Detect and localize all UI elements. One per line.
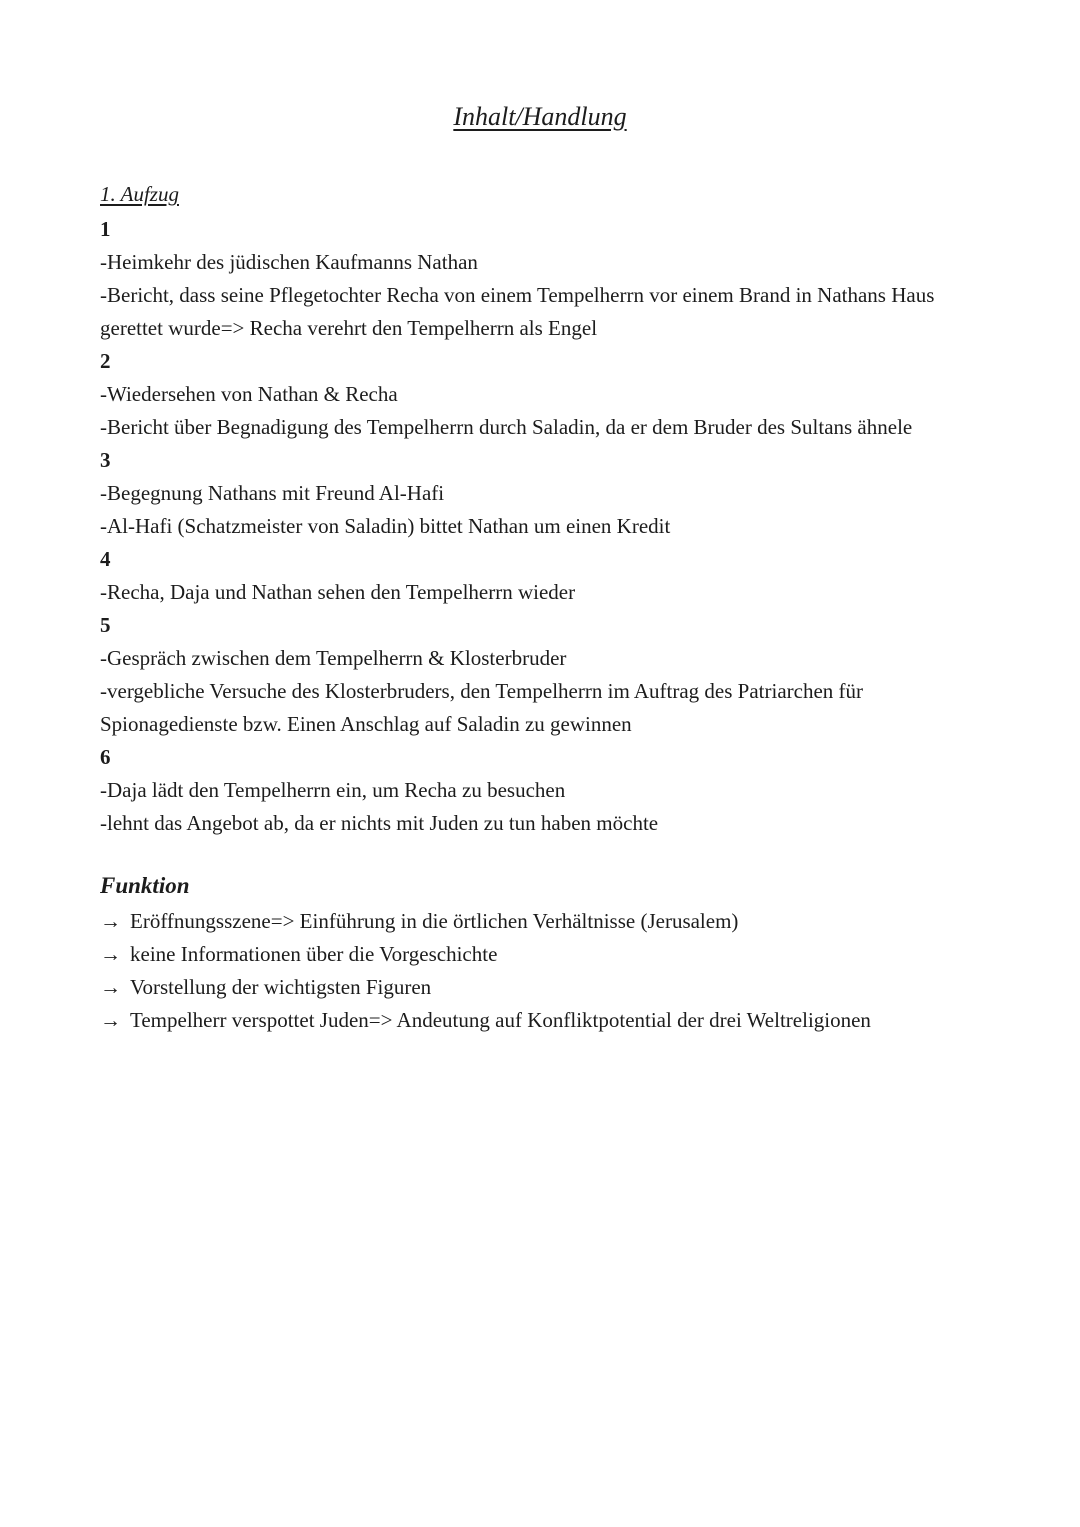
arrow-icon: → xyxy=(100,975,121,999)
scene-number: 3 xyxy=(100,448,111,472)
scene-3 xyxy=(100,444,980,543)
scene-line: -Recha, Daja und Nathan sehen den Tempelherrn wieder xyxy=(100,580,576,604)
scene-2 xyxy=(100,345,980,444)
funktion-text: Eröffnungsszene=> Einführung in die örtlichen Verhältnisse (Jerusalem) xyxy=(130,909,739,933)
scene-number: 5 xyxy=(100,613,111,637)
act-heading: 1. Aufzug xyxy=(100,182,179,206)
funktion-list xyxy=(100,905,980,1037)
scene-line: -Begegnung Nathans mit Freund Al-Hafi xyxy=(100,481,445,505)
scene-line: -Al-Hafi (Schatzmeister von Saladin) bittet Nathan um einen Kredit xyxy=(100,514,671,538)
scene-4 xyxy=(100,543,980,609)
arrow-icon: → xyxy=(100,1008,121,1032)
funktion-text: keine Informationen über die Vorgeschichte xyxy=(130,942,498,966)
scene-5 xyxy=(100,609,980,741)
page-title: Inhalt/Handlung xyxy=(453,102,627,131)
funktion-heading: Funktion xyxy=(100,873,190,898)
scene-number: 2 xyxy=(100,349,111,373)
scene-line: -Daja lädt den Tempelherrn ein, um Recha zu besuchen xyxy=(100,778,566,802)
funktion-item xyxy=(100,938,980,971)
funktion-item xyxy=(100,905,980,938)
funktion-item xyxy=(100,971,980,1004)
arrow-icon: → xyxy=(100,942,121,966)
scene-1 xyxy=(100,213,980,345)
scene-number: 1 xyxy=(100,217,111,241)
scene-line: -vergebliche Versuche des Klosterbruders, den Tempelherrn im Auftrag des Patriarchen für Spionagedienste bzw. Einen Anschlag auf Saladin zu gewinnen xyxy=(100,679,864,736)
funktion-item xyxy=(100,1004,980,1037)
scene-number: 6 xyxy=(100,745,111,769)
scene-line: -Heimkehr des jüdischen Kaufmanns Nathan xyxy=(100,250,478,274)
scene-line: -Bericht über Begnadigung des Tempelherrn durch Saladin, da er dem Bruder des Sultans ähnele xyxy=(100,415,913,439)
scene-number: 4 xyxy=(100,547,111,571)
scene-line: -Wiedersehen von Nathan & Recha xyxy=(100,382,398,406)
scene-line: -lehnt das Angebot ab, da er nichts mit Juden zu tun haben möchte xyxy=(100,811,659,835)
scene-6 xyxy=(100,741,980,840)
funktion-text: Vorstellung der wichtigsten Figuren xyxy=(130,975,432,999)
funktion-text: Tempelherr verspottet Juden=> Andeutung auf Konfliktpotential der drei Weltreligionen xyxy=(130,1008,871,1032)
scene-line: -Gespräch zwischen dem Tempelherrn & Klosterbruder xyxy=(100,646,567,670)
arrow-icon: → xyxy=(100,909,121,933)
scene-list xyxy=(100,213,980,840)
scene-line: -Bericht, dass seine Pflegetochter Recha von einem Tempelherrn vor einem Brand in Nathans Haus gerettet wurde=> Recha verehrt den Tempelherrn als Engel xyxy=(100,283,935,340)
